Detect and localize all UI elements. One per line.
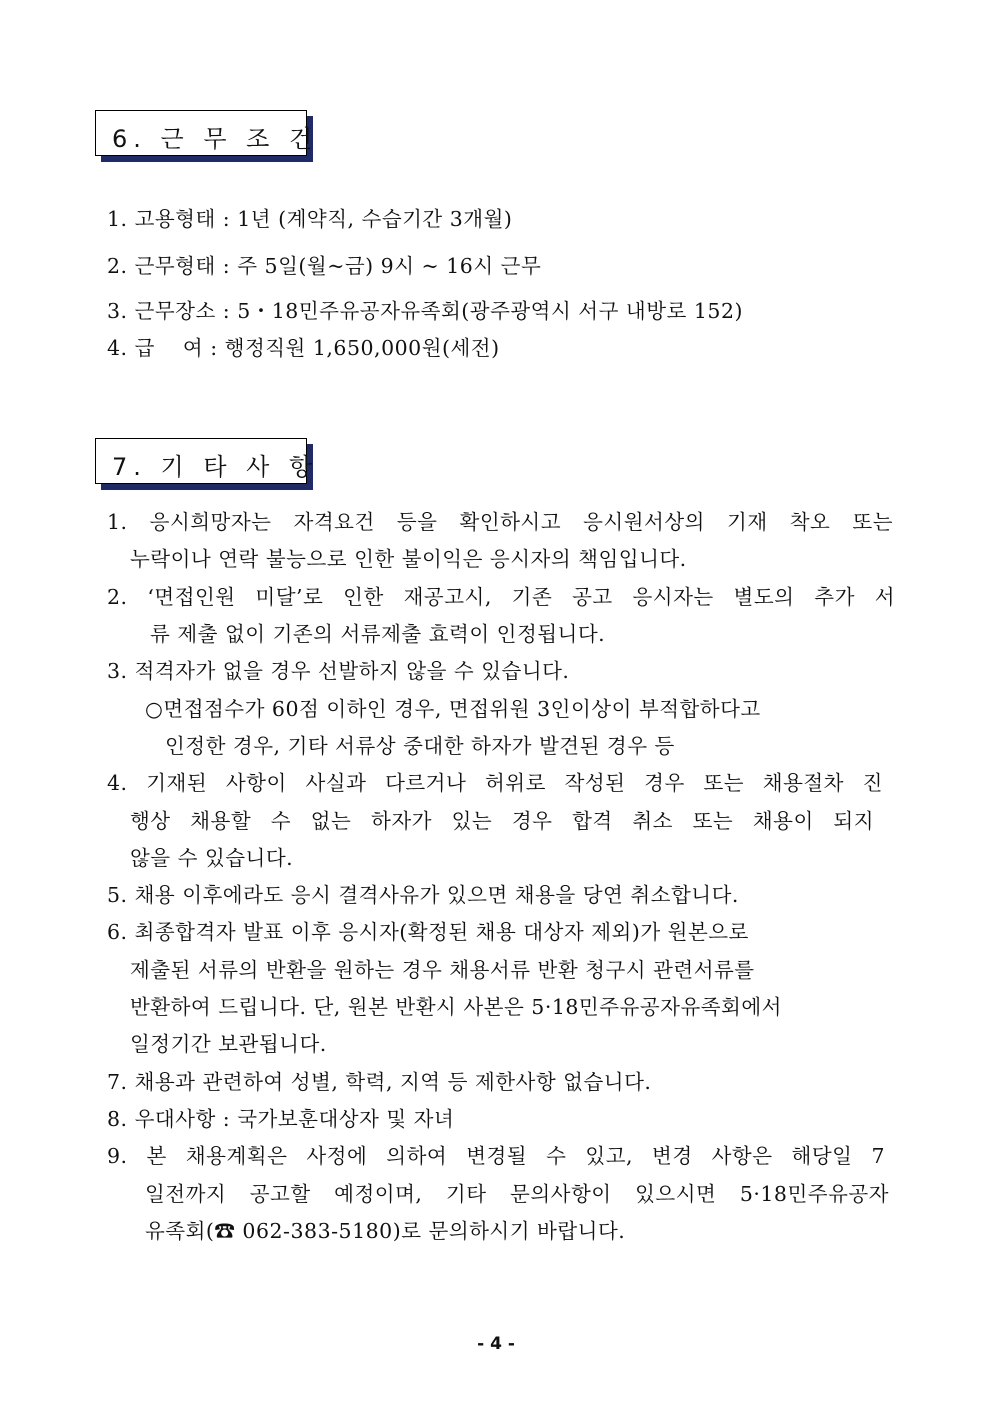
notice-line-19: 일전까지 공고할 예정이며, 기타 문의사항이 있으시면 5·18민주유공자 [145,1182,889,1206]
notice-line-20: 유족회(☎ 062-383-5180)로 문의하시기 바랍니다. [145,1219,626,1243]
notice-line-4: 류 제출 없이 기존의 서류제출 효력이 인정됩니다. [150,622,606,646]
notice-line-11: 5. 채용 이후에라도 응시 결격사유가 있으면 채용을 당연 취소합니다. [107,883,739,907]
section-6-title: 6. 근 무 조 건 [112,125,319,153]
notice-line-5: 3. 적격자가 없을 경우 선발하지 않을 수 있습니다. [107,659,570,683]
notice-line-9: 행상 채용할 수 없는 하자가 있는 경우 합격 취소 또는 채용이 되지 [130,809,874,833]
notice-line-15: 일정기간 보관됩니다. [130,1032,327,1056]
section-7-heading-box [95,438,319,484]
notice-line-14: 반환하여 드립니다. 단, 원본 반환시 사본은 5·18민주유공자유족회에서 [130,995,782,1019]
notice-line-3: 2. ‘면접인원 미달’로 인한 재공고시, 기존 공고 응시자는 별도의 추가 서 [107,585,895,609]
notice-line-7: 인정한 경우, 기타 서류상 중대한 하자가 발견된 경우 등 [165,734,675,758]
notice-line-6: ○면접점수가 60점 이하인 경우, 면접위원 3인이상이 부적합하다고 [145,697,761,721]
notice-line-2: 누락이나 연락 불능으로 인한 불이익은 응시자의 책임입니다. [130,547,687,571]
notice-line-13: 제출된 서류의 반환을 원하는 경우 채용서류 반환 청구시 관련서류를 [130,958,755,982]
notice-line-17: 8. 우대사항 : 국가보훈대상자 및 자녀 [107,1107,455,1131]
section-7-title: 7. 기 타 사 항 [112,453,319,481]
work-condition-item-3: 3. 근무장소 : 5・18민주유공자유족회(광주광역시 서구 내방로 152) [107,299,743,323]
notice-line-12: 6. 최종합격자 발표 이후 응시자(확정된 채용 대상자 제외)가 원본으로 [107,920,749,944]
work-condition-item-4: 4. 급 여 : 행정직원 1,650,000원(세전) [107,336,500,360]
notice-line-10: 않을 수 있습니다. [130,846,294,870]
notice-line-8: 4. 기재된 사항이 사실과 다르거나 허위로 작성된 경우 또는 채용절차 진 [107,771,883,795]
page-number: - 4 - [477,1334,515,1354]
notice-line-16: 7. 채용과 관련하여 성별, 학력, 지역 등 제한사항 없습니다. [107,1070,652,1094]
work-condition-item-1: 1. 고용형태 : 1년 (계약직, 수습기간 3개월) [107,207,513,231]
work-condition-item-2: 2. 근무형태 : 주 5일(월~금) 9시 ~ 16시 근무 [107,254,542,278]
notice-line-1: 1. 응시희망자는 자격요건 등을 확인하시고 응시원서상의 기재 착오 또는 [107,510,893,534]
notice-line-18: 9. 본 채용계획은 사정에 의하여 변경될 수 있고, 변경 사항은 해당일 7 [107,1144,885,1168]
section-6-heading-box [95,110,319,156]
